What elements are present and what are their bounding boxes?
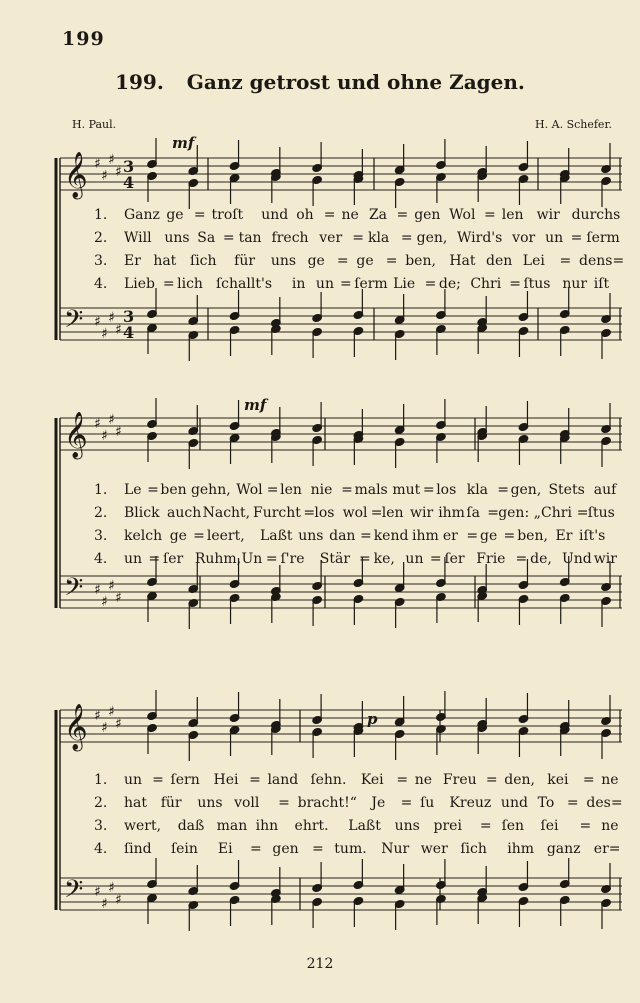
lyric-word: den, bbox=[504, 772, 535, 788]
lyric-word: ſu bbox=[420, 795, 435, 811]
treble-clef-icon: 𝄞 bbox=[64, 152, 88, 198]
lyric-word: iſt's bbox=[579, 528, 606, 544]
lyric-word: ehrt. bbox=[294, 818, 329, 834]
sharp-icon: ♯ bbox=[101, 720, 108, 736]
verse-number: 2. bbox=[94, 505, 108, 521]
text-author: H. Paul. bbox=[72, 118, 117, 131]
syllable-hyphen: = bbox=[249, 772, 261, 788]
treble-clef-icon: 𝄞 bbox=[64, 412, 88, 458]
lyric-word: Freu bbox=[442, 772, 477, 788]
lyric-word: land bbox=[267, 772, 299, 788]
lyric-word: mut bbox=[392, 482, 421, 498]
lyric-word: Lei bbox=[522, 253, 545, 269]
lyric-word: iſt bbox=[593, 276, 610, 292]
syllable-hyphen: = bbox=[497, 482, 509, 498]
lyric-word: wir bbox=[593, 551, 617, 567]
lyric-word: leert, bbox=[206, 528, 245, 544]
lyric-word: auch bbox=[167, 505, 202, 521]
verse-number: 3. bbox=[94, 818, 108, 834]
lyric-word: ben, bbox=[405, 253, 436, 269]
lyric-word: für bbox=[160, 795, 182, 811]
lyric-word: ben bbox=[160, 482, 187, 498]
lyric-word: „Chri bbox=[533, 505, 572, 521]
lyric-word: gen, bbox=[416, 230, 448, 246]
syllable-hyphen: = bbox=[148, 551, 161, 567]
lyric-word: ſtus bbox=[523, 276, 551, 292]
lyric-word: er bbox=[442, 528, 458, 544]
syllable-hyphen: = bbox=[579, 818, 592, 834]
lyric-word: Nur bbox=[381, 841, 410, 857]
syllable-hyphen: = bbox=[582, 772, 595, 788]
lyric-word: un bbox=[315, 276, 334, 292]
hymn-title-number: 199. bbox=[115, 70, 164, 94]
syllable-hyphen: = bbox=[566, 795, 579, 811]
lyric-word: ihm bbox=[438, 505, 465, 521]
syllable-hyphen: = bbox=[311, 841, 324, 857]
verse-line bbox=[94, 841, 626, 863]
music-composer: H. A. Schefer. bbox=[535, 118, 612, 131]
lyric-word: ſchallt's bbox=[216, 276, 272, 292]
lyric-word: Hat bbox=[449, 253, 476, 269]
lyric-word: los bbox=[436, 482, 457, 498]
dynamic-mark-mf-1: mf bbox=[172, 134, 195, 152]
syllable-hyphen: = bbox=[466, 528, 479, 544]
lyric-word: für bbox=[234, 253, 256, 269]
lyric-word: wert, bbox=[124, 818, 162, 834]
lyric-word: un bbox=[545, 230, 564, 246]
sharp-icon: ♯ bbox=[94, 156, 101, 172]
lyric-word: Frie bbox=[476, 551, 506, 567]
syllable-hyphen: = bbox=[385, 253, 398, 269]
syllable-hyphen: = bbox=[358, 551, 371, 567]
lyric-word: voll bbox=[234, 795, 260, 811]
time-signature: 3 bbox=[123, 157, 135, 176]
lyric-word: dan bbox=[329, 528, 356, 544]
syllable-hyphen: = bbox=[360, 528, 372, 544]
verse-line bbox=[94, 230, 626, 252]
lyric-word: ver bbox=[319, 230, 343, 246]
sharp-icon: ♯ bbox=[115, 164, 122, 180]
syllable-hyphen: = bbox=[370, 505, 383, 521]
dynamic-mark-p: p bbox=[367, 710, 378, 728]
lyric-word: un bbox=[124, 772, 143, 788]
syllable-hyphen: = bbox=[400, 795, 413, 811]
sharp-icon: ♯ bbox=[115, 590, 122, 606]
syllable-hyphen: = bbox=[479, 818, 492, 834]
page-number: 212 bbox=[306, 956, 334, 972]
lyric-word: ge bbox=[307, 253, 325, 269]
sharp-icon: ♯ bbox=[108, 880, 115, 896]
lyric-word: Nacht, bbox=[202, 505, 251, 521]
lyric-word: dens= bbox=[579, 253, 625, 269]
lyric-word: kei bbox=[547, 772, 569, 788]
time-signature: 3 bbox=[123, 307, 135, 326]
lyric-word: Hei bbox=[213, 772, 239, 788]
verse-line bbox=[94, 528, 626, 550]
verse-line bbox=[94, 551, 626, 573]
syllable-hyphen: = bbox=[400, 230, 413, 246]
lyric-word: frech bbox=[271, 230, 309, 246]
sharp-icon: ♯ bbox=[94, 708, 101, 724]
lyric-word: ge bbox=[166, 207, 184, 223]
lyric-word: Chri bbox=[470, 276, 502, 292]
lyric-word: wol bbox=[342, 505, 368, 521]
lyric-word: ne bbox=[414, 772, 433, 788]
lyric-word: ſei bbox=[540, 818, 559, 834]
syllable-hyphen: = bbox=[336, 253, 349, 269]
syllable-hyphen: = bbox=[396, 772, 409, 788]
syllable-hyphen: = bbox=[341, 482, 353, 498]
lyric-word: ge bbox=[169, 528, 187, 544]
lyric-word: und bbox=[500, 795, 528, 811]
syllable-hyphen: = bbox=[352, 230, 364, 246]
syllable-hyphen: = bbox=[250, 841, 262, 857]
sharp-icon: ♯ bbox=[101, 168, 108, 184]
page-hymn-number: 199 bbox=[62, 28, 105, 50]
sharp-icon: ♯ bbox=[108, 412, 115, 428]
lyric-word: Ruhm, bbox=[194, 551, 242, 567]
lyric-word: Blick bbox=[124, 505, 160, 521]
sharp-icon: ♯ bbox=[94, 582, 101, 598]
lyric-word: er= bbox=[593, 841, 621, 857]
lyric-word: Furcht bbox=[253, 505, 301, 521]
lyric-word: ſern bbox=[170, 772, 200, 788]
syllable-hyphen: = bbox=[422, 482, 435, 498]
lyric-word: ſein bbox=[170, 841, 198, 857]
lyric-word: kend bbox=[373, 528, 409, 544]
time-signature: 4 bbox=[123, 323, 135, 342]
lyric-word: uns bbox=[270, 253, 297, 269]
lyric-word: hat bbox=[153, 253, 177, 269]
lyric-word: ihn bbox=[255, 818, 279, 834]
lyric-word: kelch bbox=[124, 528, 163, 544]
lyric-word: nie bbox=[310, 482, 333, 498]
syllable-hyphen: = bbox=[503, 528, 516, 544]
lyric-word: den bbox=[486, 253, 513, 269]
syllable-hyphen: = bbox=[266, 482, 279, 498]
sharp-icon: ♯ bbox=[94, 416, 101, 432]
syllable-hyphen: = bbox=[509, 276, 521, 292]
lyric-word: Wol bbox=[236, 482, 263, 498]
syllable-hyphen: = bbox=[147, 482, 159, 498]
lyric-word: auf bbox=[593, 482, 617, 498]
syllable-hyphen: = bbox=[340, 276, 352, 292]
sharp-icon: ♯ bbox=[101, 896, 108, 912]
lyric-word: To bbox=[537, 795, 555, 811]
lyric-word: mals bbox=[354, 482, 388, 498]
lyric-word: gen bbox=[414, 207, 441, 223]
syllable-hyphen: = bbox=[570, 230, 583, 246]
syllable-hyphen: = bbox=[576, 505, 589, 521]
lyric-word: oh bbox=[296, 207, 314, 223]
bass-clef-icon: 𝄢 bbox=[64, 305, 84, 340]
lyric-word: kla bbox=[367, 230, 390, 246]
lyric-word: ge bbox=[356, 253, 374, 269]
lyric-word: len bbox=[280, 482, 302, 498]
lyric-word: ſ're bbox=[280, 551, 305, 567]
lyric-word: man bbox=[216, 818, 248, 834]
syllable-hyphen: = bbox=[559, 253, 572, 269]
lyric-word: in bbox=[291, 276, 306, 292]
lyric-word: Kei bbox=[360, 772, 384, 788]
lyric-word: Lieb bbox=[124, 276, 156, 292]
lyric-word: ſerm bbox=[586, 230, 620, 246]
lyric-word: ke, bbox=[373, 551, 395, 567]
lyric-word: un bbox=[405, 551, 424, 567]
lyric-word: uns bbox=[197, 795, 223, 811]
lyric-word: Er bbox=[124, 253, 141, 269]
syllable-hyphen: = bbox=[515, 551, 528, 567]
lyric-word: Ganz bbox=[124, 207, 160, 223]
verse-number: 2. bbox=[94, 230, 108, 246]
syllable-hyphen: = bbox=[396, 207, 409, 223]
lyric-word: Je bbox=[371, 795, 386, 811]
lyric-word: troſt bbox=[211, 207, 244, 223]
lyric-word: lich bbox=[177, 276, 203, 292]
syllable-hyphen: = bbox=[323, 207, 336, 223]
syllable-hyphen: = bbox=[162, 276, 175, 292]
lyric-word: Wird's bbox=[457, 230, 503, 246]
lyric-word: ſehn. bbox=[310, 772, 347, 788]
lyric-word: Laßt bbox=[259, 528, 293, 544]
verse-number: 1. bbox=[94, 772, 108, 788]
lyric-word: ganz bbox=[546, 841, 581, 857]
lyric-word: kla bbox=[466, 482, 489, 498]
verse-number: 1. bbox=[94, 207, 108, 223]
lyric-word: uns bbox=[298, 528, 324, 544]
verse-number: 2. bbox=[94, 795, 108, 811]
lyric-word: ſtus bbox=[587, 505, 615, 521]
verse-number: 1. bbox=[94, 482, 108, 498]
lyric-word: Le bbox=[124, 482, 142, 498]
syllable-hyphen: = bbox=[303, 505, 316, 521]
lyric-word: ne bbox=[601, 772, 619, 788]
lyric-word: des= bbox=[586, 795, 623, 811]
lyric-word: ſen bbox=[501, 818, 525, 834]
lyric-word: nur bbox=[562, 276, 588, 292]
verse-number: 4. bbox=[94, 551, 108, 567]
syllable-hyphen: = bbox=[429, 551, 442, 567]
lyric-word: ben, bbox=[517, 528, 548, 544]
lyric-word: los bbox=[314, 505, 335, 521]
lyric-word: gen: bbox=[498, 505, 530, 521]
sharp-icon: ♯ bbox=[108, 152, 115, 168]
lyric-word: ſich bbox=[460, 841, 487, 857]
lyric-word: de; bbox=[438, 276, 461, 292]
lyric-word: Un bbox=[241, 551, 263, 567]
sharp-icon: ♯ bbox=[108, 578, 115, 594]
sharp-icon: ♯ bbox=[115, 716, 122, 732]
sharp-icon: ♯ bbox=[94, 884, 101, 900]
lyric-word: ihm bbox=[507, 841, 535, 857]
bass-clef-icon: 𝄢 bbox=[64, 875, 84, 910]
lyric-word: len bbox=[381, 505, 404, 521]
lyric-word: Und bbox=[561, 551, 592, 567]
lyric-word: Will bbox=[124, 230, 152, 246]
sharp-icon: ♯ bbox=[115, 424, 122, 440]
lyric-word: un bbox=[124, 551, 143, 567]
lyric-word: ne bbox=[601, 818, 619, 834]
syllable-hyphen: = bbox=[485, 772, 498, 788]
verse-line bbox=[94, 772, 626, 794]
lyric-word: Wol bbox=[449, 207, 476, 223]
syllable-hyphen: = bbox=[193, 528, 205, 544]
verse-line bbox=[94, 795, 626, 817]
lyric-word: ſind bbox=[124, 841, 152, 857]
verse-line bbox=[94, 207, 626, 229]
sharp-icon: ♯ bbox=[101, 594, 108, 610]
lyric-word: tum. bbox=[334, 841, 367, 857]
lyric-word: hat bbox=[124, 795, 147, 811]
syllable-hyphen: = bbox=[278, 795, 290, 811]
lyric-word: durchs bbox=[571, 207, 621, 223]
verse-number: 3. bbox=[94, 253, 108, 269]
dynamic-mark-mf-2: mf bbox=[244, 396, 267, 414]
sharp-icon: ♯ bbox=[108, 704, 115, 720]
hymn-title-text: Ganz getrost und ohne Zagen. bbox=[186, 70, 525, 94]
lyric-word: Kreuz bbox=[449, 795, 492, 811]
lyric-word: ſer bbox=[444, 551, 465, 567]
lyric-word: Stär bbox=[319, 551, 351, 567]
verse-number: 3. bbox=[94, 528, 108, 544]
lyric-word: wir bbox=[410, 505, 434, 521]
lyric-word: Za bbox=[368, 207, 388, 223]
sharp-icon: ♯ bbox=[101, 326, 108, 342]
lyric-word: wer bbox=[420, 841, 448, 857]
lyric-word: ſer bbox=[163, 551, 184, 567]
sharp-icon: ♯ bbox=[101, 428, 108, 444]
lyric-word: daß bbox=[177, 818, 205, 834]
treble-clef-icon: 𝄞 bbox=[64, 704, 88, 750]
lyric-word: Lie bbox=[393, 276, 416, 292]
syllable-hyphen: = bbox=[487, 505, 499, 521]
sharp-icon: ♯ bbox=[115, 322, 122, 338]
syllable-hyphen: = bbox=[193, 207, 206, 223]
verse-line bbox=[94, 505, 626, 527]
syllable-hyphen: = bbox=[484, 207, 496, 223]
syllable-hyphen: = bbox=[152, 772, 164, 788]
lyric-word: uns bbox=[164, 230, 190, 246]
bass-clef-icon: 𝄢 bbox=[64, 573, 84, 608]
verse-line bbox=[94, 818, 626, 840]
syllable-hyphen: = bbox=[424, 276, 437, 292]
lyric-word: und bbox=[261, 207, 289, 223]
lyric-word: len bbox=[501, 207, 524, 223]
lyric-word: gehn, bbox=[190, 482, 231, 498]
verse-number: 4. bbox=[94, 841, 108, 857]
lyric-word: ſerm bbox=[354, 276, 388, 292]
lyric-word: prei bbox=[433, 818, 462, 834]
lyric-word: ge bbox=[480, 528, 498, 544]
lyric-word: Stets bbox=[548, 482, 585, 498]
lyric-word: Sa bbox=[197, 230, 216, 246]
sharp-icon: ♯ bbox=[115, 892, 122, 908]
lyric-word: de, bbox=[530, 551, 552, 567]
lyric-word: Er bbox=[555, 528, 573, 544]
lyric-word: vor bbox=[512, 230, 536, 246]
lyric-word: Laßt bbox=[348, 818, 381, 834]
sharp-icon: ♯ bbox=[94, 314, 101, 330]
verse-line bbox=[94, 276, 626, 298]
lyric-word: ſich bbox=[190, 253, 217, 269]
verse-line bbox=[94, 253, 626, 275]
lyric-word: uns bbox=[394, 818, 420, 834]
verse-line bbox=[94, 482, 626, 504]
syllable-hyphen: = bbox=[222, 230, 235, 246]
syllable-hyphen: = bbox=[265, 551, 278, 567]
lyric-word: ihm bbox=[411, 528, 439, 544]
lyric-word: tan bbox=[238, 230, 262, 246]
lyric-word: bracht!“ bbox=[297, 795, 357, 811]
time-signature: 4 bbox=[123, 173, 135, 192]
lyric-word: ſa bbox=[466, 505, 480, 521]
lyric-word: ne bbox=[341, 207, 359, 223]
lyric-word: Ei bbox=[217, 841, 233, 857]
sharp-icon: ♯ bbox=[108, 310, 115, 326]
lyric-word: gen bbox=[272, 841, 299, 857]
lyric-word: wir bbox=[536, 207, 560, 223]
verse-number: 4. bbox=[94, 276, 108, 292]
lyric-word: gen, bbox=[510, 482, 542, 498]
